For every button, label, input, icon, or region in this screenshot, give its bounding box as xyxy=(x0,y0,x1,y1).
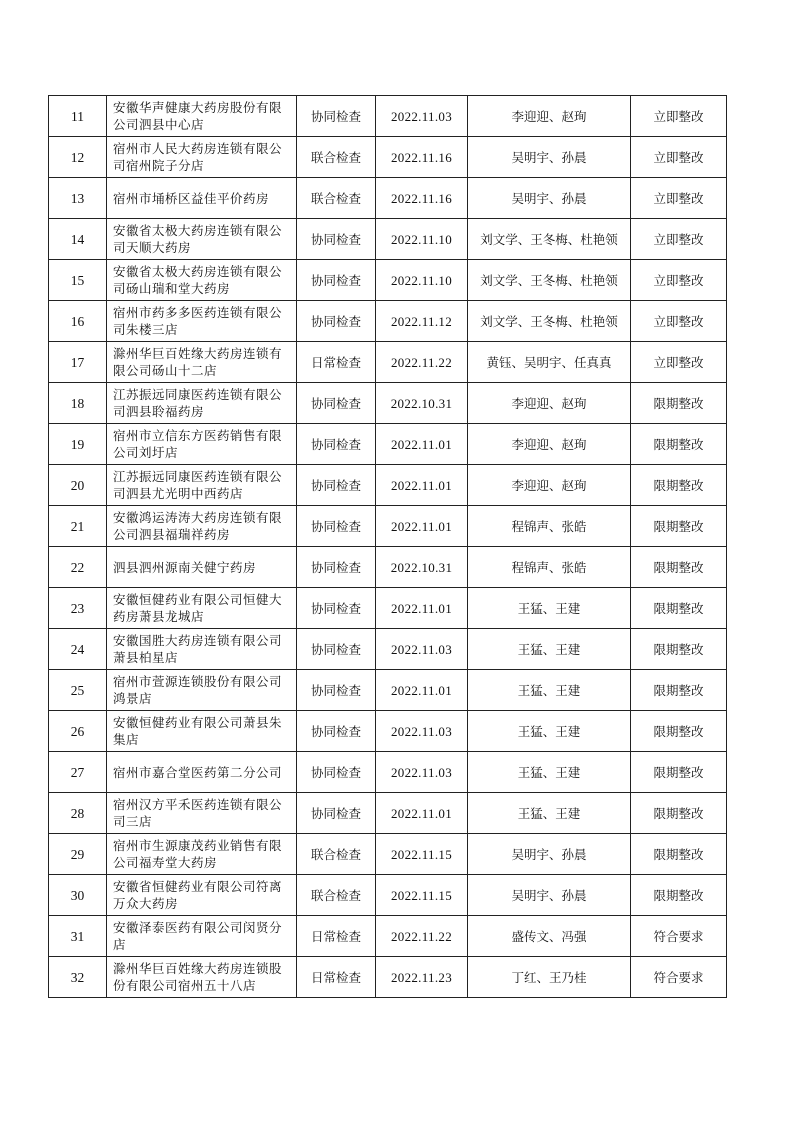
inspection-type-cell: 协同检查 xyxy=(297,793,376,834)
inspectors-cell: 李迎迎、赵珣 xyxy=(468,424,631,465)
table-row xyxy=(49,629,727,670)
inspection-date-cell: 2022.11.16 xyxy=(376,137,468,178)
result-cell: 立即整改 xyxy=(631,260,727,301)
table-row xyxy=(49,301,727,342)
pharmacy-name-cell: 宿州市立信东方医药销售有限公司刘圩店 xyxy=(107,424,297,465)
inspection-type-cell: 联合检查 xyxy=(297,875,376,916)
inspection-date-cell: 2022.11.01 xyxy=(376,588,468,629)
inspection-date-cell: 2022.11.03 xyxy=(376,752,468,793)
result-cell: 符合要求 xyxy=(631,916,727,957)
table-row xyxy=(49,957,727,998)
inspection-date-cell: 2022.10.31 xyxy=(376,383,468,424)
inspection-date-cell: 2022.11.10 xyxy=(376,260,468,301)
table-row xyxy=(49,96,727,137)
inspectors-cell: 程锦声、张皓 xyxy=(468,506,631,547)
result-cell: 限期整改 xyxy=(631,588,727,629)
result-cell: 限期整改 xyxy=(631,383,727,424)
inspectors-cell: 刘文学、王冬梅、杜艳领 xyxy=(468,260,631,301)
inspection-type-cell: 协同检查 xyxy=(297,260,376,301)
inspectors-cell: 王猛、王建 xyxy=(468,629,631,670)
row-number-cell: 31 xyxy=(49,916,107,957)
pharmacy-name-cell: 安徽恒健药业有限公司萧县朱集店 xyxy=(107,711,297,752)
inspection-date-cell: 2022.11.22 xyxy=(376,916,468,957)
table-row xyxy=(49,506,727,547)
result-cell: 立即整改 xyxy=(631,96,727,137)
result-cell: 限期整改 xyxy=(631,834,727,875)
inspection-date-cell: 2022.11.15 xyxy=(376,875,468,916)
inspection-type-cell: 日常检查 xyxy=(297,957,376,998)
pharmacy-name-cell: 泗县泗州源南关健宁药房 xyxy=(107,547,297,588)
inspection-type-cell: 联合检查 xyxy=(297,137,376,178)
row-number-cell: 30 xyxy=(49,875,107,916)
inspectors-cell: 吴明宇、孙晨 xyxy=(468,178,631,219)
inspectors-cell: 王猛、王建 xyxy=(468,588,631,629)
table-row xyxy=(49,875,727,916)
inspection-date-cell: 2022.11.03 xyxy=(376,711,468,752)
row-number-cell: 18 xyxy=(49,383,107,424)
inspection-date-cell: 2022.11.01 xyxy=(376,424,468,465)
row-number-cell: 24 xyxy=(49,629,107,670)
inspection-type-cell: 协同检查 xyxy=(297,301,376,342)
inspectors-cell: 刘文学、王冬梅、杜艳领 xyxy=(468,301,631,342)
row-number-cell: 22 xyxy=(49,547,107,588)
table-row xyxy=(49,752,727,793)
inspection-type-cell: 联合检查 xyxy=(297,834,376,875)
row-number-cell: 28 xyxy=(49,793,107,834)
inspection-type-cell: 协同检查 xyxy=(297,465,376,506)
pharmacy-name-cell: 宿州市药多多医药连锁有限公司朱楼三店 xyxy=(107,301,297,342)
table-row xyxy=(49,834,727,875)
inspection-type-cell: 日常检查 xyxy=(297,916,376,957)
row-number-cell: 32 xyxy=(49,957,107,998)
inspectors-cell: 刘文学、王冬梅、杜艳领 xyxy=(468,219,631,260)
pharmacy-name-cell: 宿州市嘉合堂医药第二分公司 xyxy=(107,752,297,793)
inspection-type-cell: 协同检查 xyxy=(297,547,376,588)
result-cell: 立即整改 xyxy=(631,137,727,178)
pharmacy-name-cell: 宿州市生源康茂药业销售有限公司福寿堂大药房 xyxy=(107,834,297,875)
table-row xyxy=(49,383,727,424)
pharmacy-name-cell: 宿州市萱源连锁股份有限公司鸿景店 xyxy=(107,670,297,711)
table-row xyxy=(49,670,727,711)
result-cell: 立即整改 xyxy=(631,342,727,383)
pharmacy-name-cell: 滁州华巨百姓缘大药房连锁有限公司砀山十二店 xyxy=(107,342,297,383)
row-number-cell: 16 xyxy=(49,301,107,342)
inspectors-cell: 李迎迎、赵珣 xyxy=(468,96,631,137)
pharmacy-name-cell: 宿州市人民大药房连锁有限公司宿州院子分店 xyxy=(107,137,297,178)
pharmacy-name-cell: 安徽省太极大药房连锁有限公司砀山瑞和堂大药房 xyxy=(107,260,297,301)
inspection-table xyxy=(48,95,727,998)
inspection-type-cell: 协同检查 xyxy=(297,424,376,465)
row-number-cell: 27 xyxy=(49,752,107,793)
inspection-date-cell: 2022.10.31 xyxy=(376,547,468,588)
result-cell: 限期整改 xyxy=(631,465,727,506)
table-row xyxy=(49,547,727,588)
row-number-cell: 13 xyxy=(49,178,107,219)
inspectors-cell: 王猛、王建 xyxy=(468,793,631,834)
pharmacy-name-cell: 安徽省太极大药房连锁有限公司天顺大药房 xyxy=(107,219,297,260)
result-cell: 符合要求 xyxy=(631,957,727,998)
inspection-date-cell: 2022.11.16 xyxy=(376,178,468,219)
inspectors-cell: 吴明宇、孙晨 xyxy=(468,834,631,875)
inspectors-cell: 吴明宇、孙晨 xyxy=(468,137,631,178)
table-row xyxy=(49,178,727,219)
table-row xyxy=(49,793,727,834)
inspection-date-cell: 2022.11.15 xyxy=(376,834,468,875)
row-number-cell: 12 xyxy=(49,137,107,178)
row-number-cell: 11 xyxy=(49,96,107,137)
result-cell: 立即整改 xyxy=(631,301,727,342)
inspection-type-cell: 协同检查 xyxy=(297,506,376,547)
pharmacy-name-cell: 江苏振远同康医药连锁有限公司泗县聆福药房 xyxy=(107,383,297,424)
inspection-date-cell: 2022.11.01 xyxy=(376,793,468,834)
pharmacy-name-cell: 安徽国胜大药房连锁有限公司萧县柏星店 xyxy=(107,629,297,670)
result-cell: 限期整改 xyxy=(631,793,727,834)
result-cell: 限期整改 xyxy=(631,547,727,588)
pharmacy-name-cell: 宿州汉方平禾医药连锁有限公司三店 xyxy=(107,793,297,834)
inspectors-cell: 王猛、王建 xyxy=(468,752,631,793)
inspectors-cell: 程锦声、张皓 xyxy=(468,547,631,588)
pharmacy-name-cell: 安徽省恒健药业有限公司符离万众大药房 xyxy=(107,875,297,916)
inspectors-cell: 王猛、王建 xyxy=(468,670,631,711)
inspection-type-cell: 联合检查 xyxy=(297,178,376,219)
result-cell: 立即整改 xyxy=(631,178,727,219)
row-number-cell: 15 xyxy=(49,260,107,301)
result-cell: 限期整改 xyxy=(631,875,727,916)
inspection-type-cell: 协同检查 xyxy=(297,588,376,629)
pharmacy-name-cell: 江苏振远同康医药连锁有限公司泗县尤光明中西药店 xyxy=(107,465,297,506)
result-cell: 限期整改 xyxy=(631,424,727,465)
row-number-cell: 25 xyxy=(49,670,107,711)
inspection-date-cell: 2022.11.03 xyxy=(376,96,468,137)
row-number-cell: 29 xyxy=(49,834,107,875)
inspection-type-cell: 协同检查 xyxy=(297,711,376,752)
row-number-cell: 23 xyxy=(49,588,107,629)
pharmacy-name-cell: 安徽泽泰医药有限公司闵贤分店 xyxy=(107,916,297,957)
inspection-date-cell: 2022.11.23 xyxy=(376,957,468,998)
inspection-date-cell: 2022.11.01 xyxy=(376,506,468,547)
inspection-type-cell: 协同检查 xyxy=(297,96,376,137)
table-row xyxy=(49,711,727,752)
table-row xyxy=(49,424,727,465)
table-row xyxy=(49,588,727,629)
inspectors-cell: 黄钰、吴明宇、任真真 xyxy=(468,342,631,383)
table-row xyxy=(49,260,727,301)
table-row xyxy=(49,137,727,178)
inspectors-cell: 盛传文、冯强 xyxy=(468,916,631,957)
row-number-cell: 17 xyxy=(49,342,107,383)
result-cell: 限期整改 xyxy=(631,506,727,547)
inspection-date-cell: 2022.11.12 xyxy=(376,301,468,342)
inspectors-cell: 丁红、王乃桂 xyxy=(468,957,631,998)
table-row xyxy=(49,342,727,383)
inspectors-cell: 王猛、王建 xyxy=(468,711,631,752)
inspection-date-cell: 2022.11.01 xyxy=(376,465,468,506)
result-cell: 立即整改 xyxy=(631,219,727,260)
table-row xyxy=(49,916,727,957)
inspection-date-cell: 2022.11.01 xyxy=(376,670,468,711)
inspection-type-cell: 协同检查 xyxy=(297,752,376,793)
inspection-type-cell: 协同检查 xyxy=(297,629,376,670)
inspection-date-cell: 2022.11.10 xyxy=(376,219,468,260)
result-cell: 限期整改 xyxy=(631,711,727,752)
pharmacy-name-cell: 安徽恒健药业有限公司恒健大药房萧县龙城店 xyxy=(107,588,297,629)
inspectors-cell: 吴明宇、孙晨 xyxy=(468,875,631,916)
pharmacy-name-cell: 安徽华声健康大药房股份有限公司泗县中心店 xyxy=(107,96,297,137)
table-row xyxy=(49,219,727,260)
row-number-cell: 26 xyxy=(49,711,107,752)
inspectors-cell: 李迎迎、赵珣 xyxy=(468,383,631,424)
inspectors-cell: 李迎迎、赵珣 xyxy=(468,465,631,506)
row-number-cell: 21 xyxy=(49,506,107,547)
inspection-type-cell: 协同检查 xyxy=(297,383,376,424)
inspection-type-cell: 协同检查 xyxy=(297,219,376,260)
inspection-date-cell: 2022.11.22 xyxy=(376,342,468,383)
pharmacy-name-cell: 安徽鸿运涛涛大药房连锁有限公司泗县福瑞祥药房 xyxy=(107,506,297,547)
row-number-cell: 14 xyxy=(49,219,107,260)
row-number-cell: 19 xyxy=(49,424,107,465)
inspection-type-cell: 协同检查 xyxy=(297,670,376,711)
inspection-table-body xyxy=(49,96,727,998)
pharmacy-name-cell: 宿州市埇桥区益佳平价药房 xyxy=(107,178,297,219)
result-cell: 限期整改 xyxy=(631,629,727,670)
table-row xyxy=(49,465,727,506)
inspection-date-cell: 2022.11.03 xyxy=(376,629,468,670)
pharmacy-name-cell: 滁州华巨百姓缘大药房连锁股份有限公司宿州五十八店 xyxy=(107,957,297,998)
result-cell: 限期整改 xyxy=(631,670,727,711)
row-number-cell: 20 xyxy=(49,465,107,506)
result-cell: 限期整改 xyxy=(631,752,727,793)
inspection-type-cell: 日常检查 xyxy=(297,342,376,383)
